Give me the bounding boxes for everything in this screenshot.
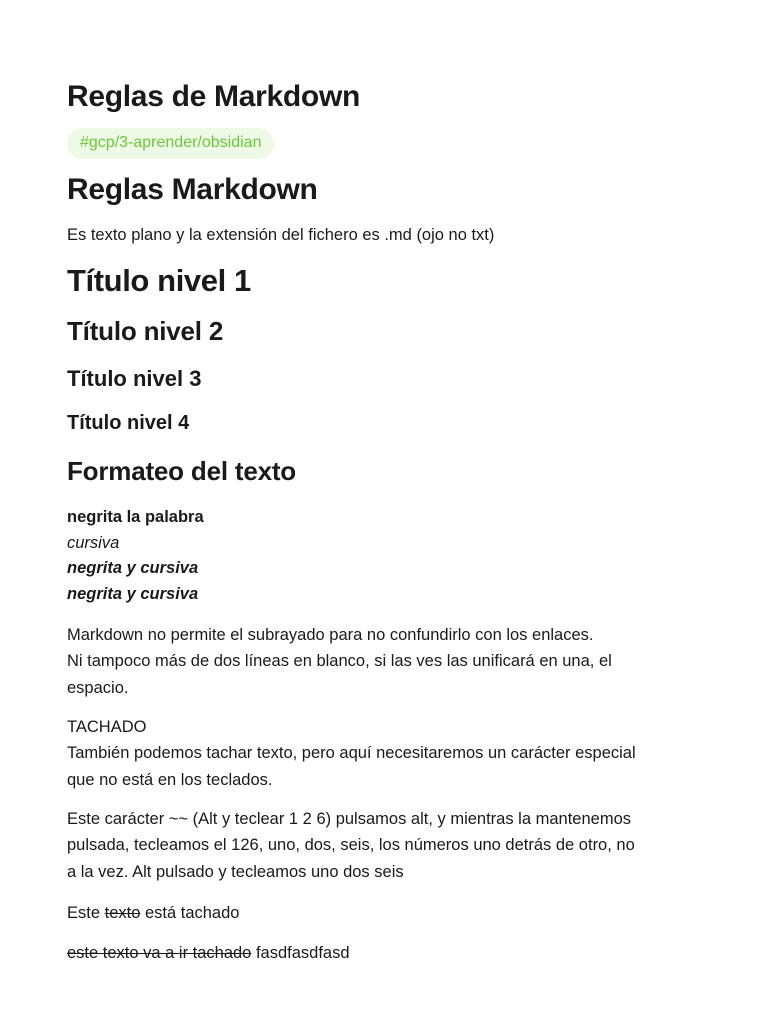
- bold-italic-example: negrita y cursiva: [67, 559, 199, 578]
- document-title: Reglas de Markdown: [67, 80, 361, 113]
- heading-level-4: Título nivel 4: [67, 412, 190, 434]
- strike-before: Este: [67, 904, 105, 922]
- struck-text: este texto va a ir tachado: [67, 944, 252, 962]
- struck-text: texto: [104, 904, 141, 922]
- strike-after: fasdfasdfasd: [251, 944, 350, 962]
- strike-after: está tachado: [140, 904, 240, 922]
- bold-italic-example: negrita y cursiva: [67, 585, 199, 604]
- paragraph-line: Markdown no permite el subrayado para no confundirlo con los enlaces.: [67, 626, 594, 644]
- paragraph-line: Este carácter ~~ (Alt y teclear 1 2 6) pulsamos alt, y mientras la mantenemos: [67, 810, 631, 828]
- paragraph-tachado: [67, 714, 707, 793]
- strike-example-2: [67, 940, 707, 966]
- paragraph-line: pulsada, tecleamos el 126, uno, dos, seis, los números uno detrás de otro, no: [67, 836, 635, 855]
- paragraph-line: a la vez. Alt pulsado y tecleamos uno dos seis: [67, 862, 404, 881]
- paragraph-line: que no está en los teclados.: [67, 770, 273, 789]
- paragraph-line: Ni tampoco más de dos líneas en blanco, si las ves las unificará en una, el: [67, 652, 612, 671]
- format-examples: [67, 505, 204, 608]
- paragraph-line: TACHADO: [67, 718, 147, 736]
- heading-level-3: Título nivel 3: [67, 366, 202, 391]
- heading-level-2: Título nivel 2: [67, 316, 224, 346]
- heading-level-1: Título nivel 1: [67, 263, 251, 298]
- italic-example: cursiva: [67, 533, 120, 552]
- paragraph-caracter: [67, 806, 707, 885]
- paragraph-subrayado: [67, 622, 707, 701]
- tag-pill[interactable]: #gcp/3-aprender/obsidian: [67, 128, 274, 159]
- paragraph-line: espacio.: [67, 678, 129, 697]
- paragraph-line: También podemos tachar texto, pero aquí necesitaremos un carácter especial: [67, 744, 636, 763]
- heading-reglas-markdown: Reglas Markdown: [67, 173, 318, 206]
- bold-example: negrita la palabra: [67, 508, 204, 526]
- strike-example-1: [67, 900, 707, 926]
- intro-paragraph: Es texto plano y la extensión del fichero es .md (ojo no txt): [67, 226, 495, 244]
- heading-formateo: Formateo del texto: [67, 456, 296, 486]
